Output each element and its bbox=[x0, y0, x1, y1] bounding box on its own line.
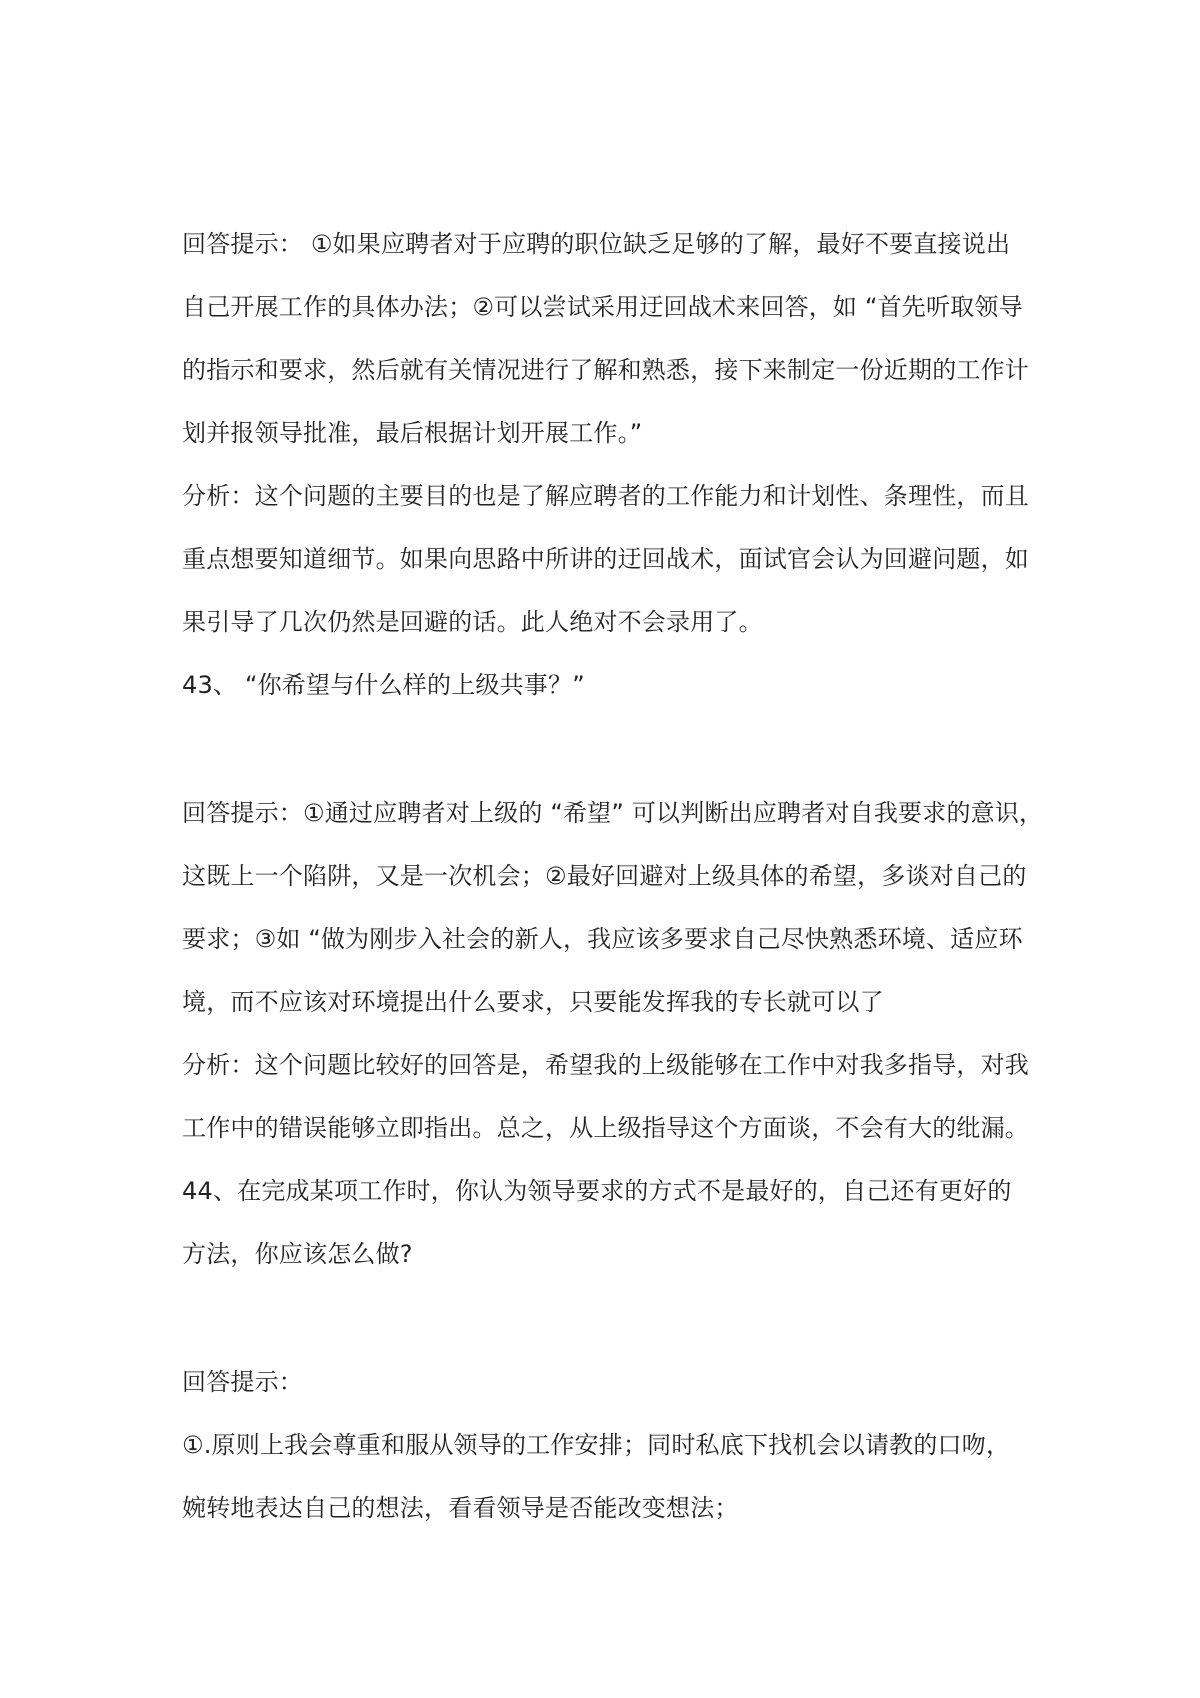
paragraph-line: 果引导了几次仍然是回避的话。此人绝对不会录用了。 bbox=[182, 608, 763, 636]
paragraph-line: 自己开展工作的具体办法；②可以尝试采用迂回战术来回答，如 “首先听取领导 bbox=[182, 293, 1023, 321]
paragraph-line: 工作中的错误能够立即指出。总之，从上级指导这个方面谈，不会有大的纰漏。 bbox=[182, 1114, 1029, 1142]
paragraph-line: 这既上一个陷阱，又是一次机会；②最好回避对上级具体的希望，多谈对自己的 bbox=[182, 862, 1027, 890]
paragraph-line: 分析：这个问题的主要目的也是了解应聘者的工作能力和计划性、条理性，而且 bbox=[182, 482, 1029, 510]
paragraph-line: 回答提示：①通过应聘者对上级的 “希望” 可以判断出应聘者对自我要求的意识， bbox=[182, 799, 1044, 827]
paragraph-line: 回答提示： bbox=[182, 1368, 303, 1396]
paragraph-line: 境，而不应该对环境提出什么要求，只要能发挥我的专长就可以了 bbox=[182, 988, 884, 1016]
paragraph-line: 的指示和要求，然后就有关情况进行了解和熟悉，接下来制定一份近期的工作计 bbox=[182, 356, 1029, 384]
paragraph-line: 婉转地表达自己的想法，看看领导是否能改变想法； bbox=[182, 1494, 739, 1522]
paragraph-line: ①.原则上我会尊重和服从领导的工作安排；同时私底下找机会以请教的口吻， bbox=[182, 1431, 1011, 1459]
paragraph-line: 要求；③如 “做为刚步入社会的新人，我应该多要求自己尽快熟悉环境、适应环 bbox=[182, 925, 1023, 953]
paragraph-line: 划并报领导批准，最后根据计划开展工作。” bbox=[182, 419, 643, 447]
paragraph-line: 重点想要知道细节。如果向思路中所讲的迂回战术，面试官会认为回避问题，如 bbox=[182, 545, 1029, 573]
question-heading: 43、 “你希望与什么样的上级共事？” bbox=[182, 671, 585, 699]
paragraph-line: 分析：这个问题比较好的回答是，希望我的上级能够在工作中对我多指导，对我 bbox=[182, 1051, 1029, 1079]
paragraph-line: 回答提示： ①如果应聘者对于应聘的职位缺乏足够的了解，最好不要直接说出 bbox=[182, 230, 1011, 258]
question-heading: 方法，你应该怎么做? bbox=[182, 1240, 413, 1268]
question-heading: 44、在完成某项工作时，你认为领导要求的方式不是最好的，自己还有更好的 bbox=[182, 1177, 1012, 1205]
